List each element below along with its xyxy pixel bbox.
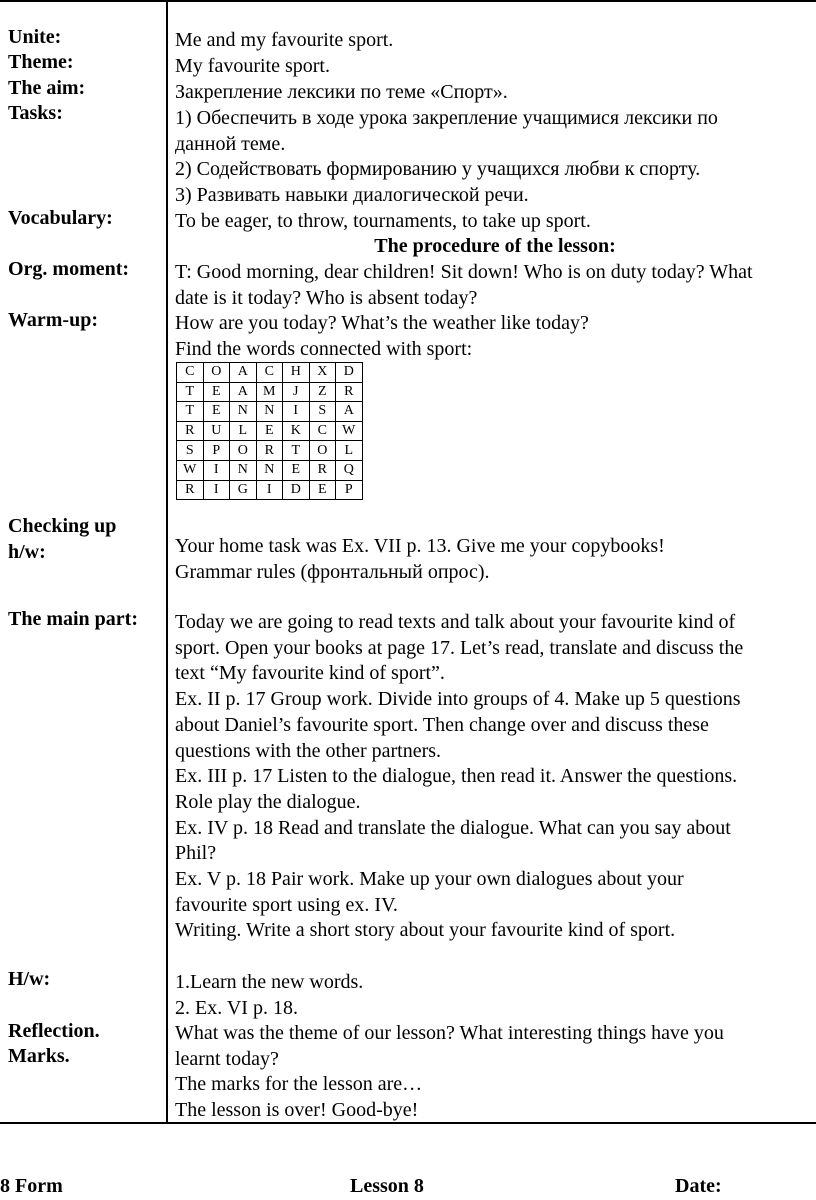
- grid-cell: A: [336, 402, 363, 422]
- main-part-line: Ex. II p. 17 Group work. Divide into groups of 4. Make up 5 questions: [175, 688, 741, 711]
- grid-cell: C: [256, 363, 283, 383]
- hw-line: 2. Ex. VI p. 18.: [175, 996, 298, 1019]
- grid-cell: W: [336, 421, 363, 441]
- footer-date: Date:: [675, 1175, 722, 1197]
- grid-cell: A: [230, 382, 257, 402]
- org-moment-line: T: Good morning, dear children! Sit down! Who is on duty today? What: [175, 261, 753, 283]
- grid-cell: T: [283, 441, 310, 461]
- grid-cell: S: [309, 402, 336, 422]
- grid-cell: Q: [336, 460, 363, 480]
- grid-cell: R: [309, 460, 336, 480]
- checking-line: Grammar rules (фронтальный опрос).: [175, 560, 490, 583]
- reflection-line: The marks for the lesson are…: [175, 1073, 423, 1096]
- main-part-block: [175, 610, 816, 944]
- warm-up-line: Find the words connected with sport:: [175, 337, 473, 360]
- grid-cell: R: [177, 421, 204, 441]
- grid-cell: M: [256, 382, 283, 402]
- grid-row: [177, 441, 363, 461]
- label-checking-up: Checking up: [8, 515, 117, 537]
- label-aim: The aim:: [8, 77, 86, 99]
- main-part-line: sport. Open your books at page 17. Let’s read, translate and discuss the: [175, 636, 744, 659]
- unite-text: Me and my favourite sport.: [175, 29, 394, 51]
- aim-text: Закрепление лексики по теме «Спорт».: [175, 81, 508, 103]
- grid-cell: E: [203, 402, 230, 422]
- grid-cell: Z: [309, 382, 336, 402]
- grid-cell: E: [283, 460, 310, 480]
- checking-line: Your home task was Ex. VII p. 13. Give me your copybooks!: [175, 535, 665, 557]
- grid-cell: L: [230, 421, 257, 441]
- grid-cell: I: [283, 402, 310, 422]
- label-org-moment: Org. moment:: [8, 258, 130, 280]
- reflection-line: What was the theme of our lesson? What interesting things have you: [175, 1022, 724, 1044]
- main-part-line: Ex. IV p. 18 Read and translate the dialogue. What can you say about: [175, 816, 731, 839]
- grid-cell: E: [203, 382, 230, 402]
- main-part-line: Writing. Write a short story about your favourite kind of sport.: [175, 919, 676, 942]
- grid-cell: E: [309, 480, 336, 500]
- grid-row: [177, 460, 363, 480]
- label-unite: Unite:: [8, 26, 62, 48]
- grid-row: [177, 402, 363, 422]
- label-tasks: Tasks:: [8, 102, 63, 124]
- grid-cell: K: [283, 421, 310, 441]
- grid-cell: N: [256, 460, 283, 480]
- hw-block: [175, 970, 816, 1021]
- reflection-line: The lesson is over! Good-bye!: [175, 1099, 419, 1122]
- grid-cell: A: [230, 363, 257, 383]
- grid-cell: T: [177, 402, 204, 422]
- label-warm-up: Warm-up:: [8, 309, 98, 331]
- grid-cell: T: [177, 382, 204, 402]
- main-part-line: Today we are going to read texts and talk about your favourite kind of: [175, 611, 736, 633]
- grid-cell: N: [230, 402, 257, 422]
- grid-cell: O: [309, 441, 336, 461]
- grid-cell: X: [309, 363, 336, 383]
- grid-cell: H: [283, 363, 310, 383]
- grid-cell: D: [336, 363, 363, 383]
- grid-cell: C: [309, 421, 336, 441]
- grid-cell: U: [203, 421, 230, 441]
- label-reflection: Reflection.: [8, 1020, 100, 1042]
- grid-cell: R: [336, 382, 363, 402]
- grid-row: [177, 382, 363, 402]
- main-part-line: text “My favourite kind of sport”.: [175, 662, 445, 685]
- tasks-line: 3) Развивать навыки диалогической речи.: [175, 184, 529, 207]
- grid-cell: I: [203, 460, 230, 480]
- label-vocabulary: Vocabulary:: [8, 207, 113, 229]
- grid-cell: N: [230, 460, 257, 480]
- column-divider: [166, 0, 168, 1124]
- main-part-line: questions with the other partners.: [175, 739, 442, 762]
- main-part-line: Phil?: [175, 842, 217, 865]
- main-part-line: about Daniel’s favourite sport. Then change over and discuss these: [175, 713, 709, 736]
- grid-row: [177, 363, 363, 383]
- hw-line: 1.Learn the new words.: [175, 971, 364, 993]
- grid-row: [177, 421, 363, 441]
- grid-cell: W: [177, 460, 204, 480]
- grid-cell: J: [283, 382, 310, 402]
- tasks-line: 1) Обеспечить в ходе урока закрепление учащимися лексики по: [175, 107, 718, 129]
- reflection-block: [175, 1021, 816, 1124]
- org-moment-block: [175, 260, 816, 311]
- tasks-line: 2) Содействовать формированию у учащихся любви к спорту.: [175, 158, 701, 181]
- warm-up-line: How are you today? What’s the weather like today?: [175, 312, 589, 334]
- footer-form: 8 Form: [0, 1175, 63, 1197]
- main-part-line: favourite sport using ex. IV.: [175, 893, 398, 916]
- procedure-heading: The procedure of the lesson:: [374, 235, 616, 257]
- main-part-line: Ex. III p. 17 Listen to the dialogue, then read it. Answer the questions.: [175, 765, 738, 788]
- footer-lesson: Lesson 8: [350, 1175, 424, 1197]
- label-main-part: The main part:: [8, 608, 138, 630]
- grid-cell: P: [336, 480, 363, 500]
- org-moment-line: date is it today? Who is absent today?: [175, 286, 478, 309]
- tasks-block: [175, 106, 816, 209]
- grid-cell: P: [203, 441, 230, 461]
- grid-row: [177, 480, 363, 500]
- grid-cell: I: [203, 480, 230, 500]
- grid-cell: G: [230, 480, 257, 500]
- grid-cell: D: [283, 480, 310, 500]
- main-part-line: Role play the dialogue.: [175, 790, 361, 813]
- grid-cell: E: [256, 421, 283, 441]
- grid-cell: L: [336, 441, 363, 461]
- tasks-line: данной теме.: [175, 132, 286, 155]
- word-search-grid: [176, 362, 363, 500]
- label-theme: Theme:: [8, 51, 74, 73]
- theme-text: My favourite sport.: [175, 55, 330, 77]
- grid-cell: S: [177, 441, 204, 461]
- checking-block: [175, 534, 816, 585]
- grid-cell: C: [177, 363, 204, 383]
- grid-cell: O: [230, 441, 257, 461]
- grid-cell: R: [177, 480, 204, 500]
- grid-cell: N: [256, 402, 283, 422]
- main-part-line: Ex. V p. 18 Pair work. Make up your own dialogues about your: [175, 868, 684, 891]
- vocabulary-text: To be eager, to throw, tournaments, to take up sport.: [175, 210, 591, 232]
- warm-up-block: [175, 311, 816, 362]
- label-hw: H/w:: [8, 968, 51, 990]
- grid-cell: R: [256, 441, 283, 461]
- reflection-line: learnt today?: [175, 1047, 279, 1070]
- grid-cell: I: [256, 480, 283, 500]
- top-rule: [0, 0, 816, 2]
- label-marks: Marks.: [8, 1045, 70, 1067]
- label-hw-short: h/w:: [8, 541, 46, 563]
- grid-cell: O: [203, 363, 230, 383]
